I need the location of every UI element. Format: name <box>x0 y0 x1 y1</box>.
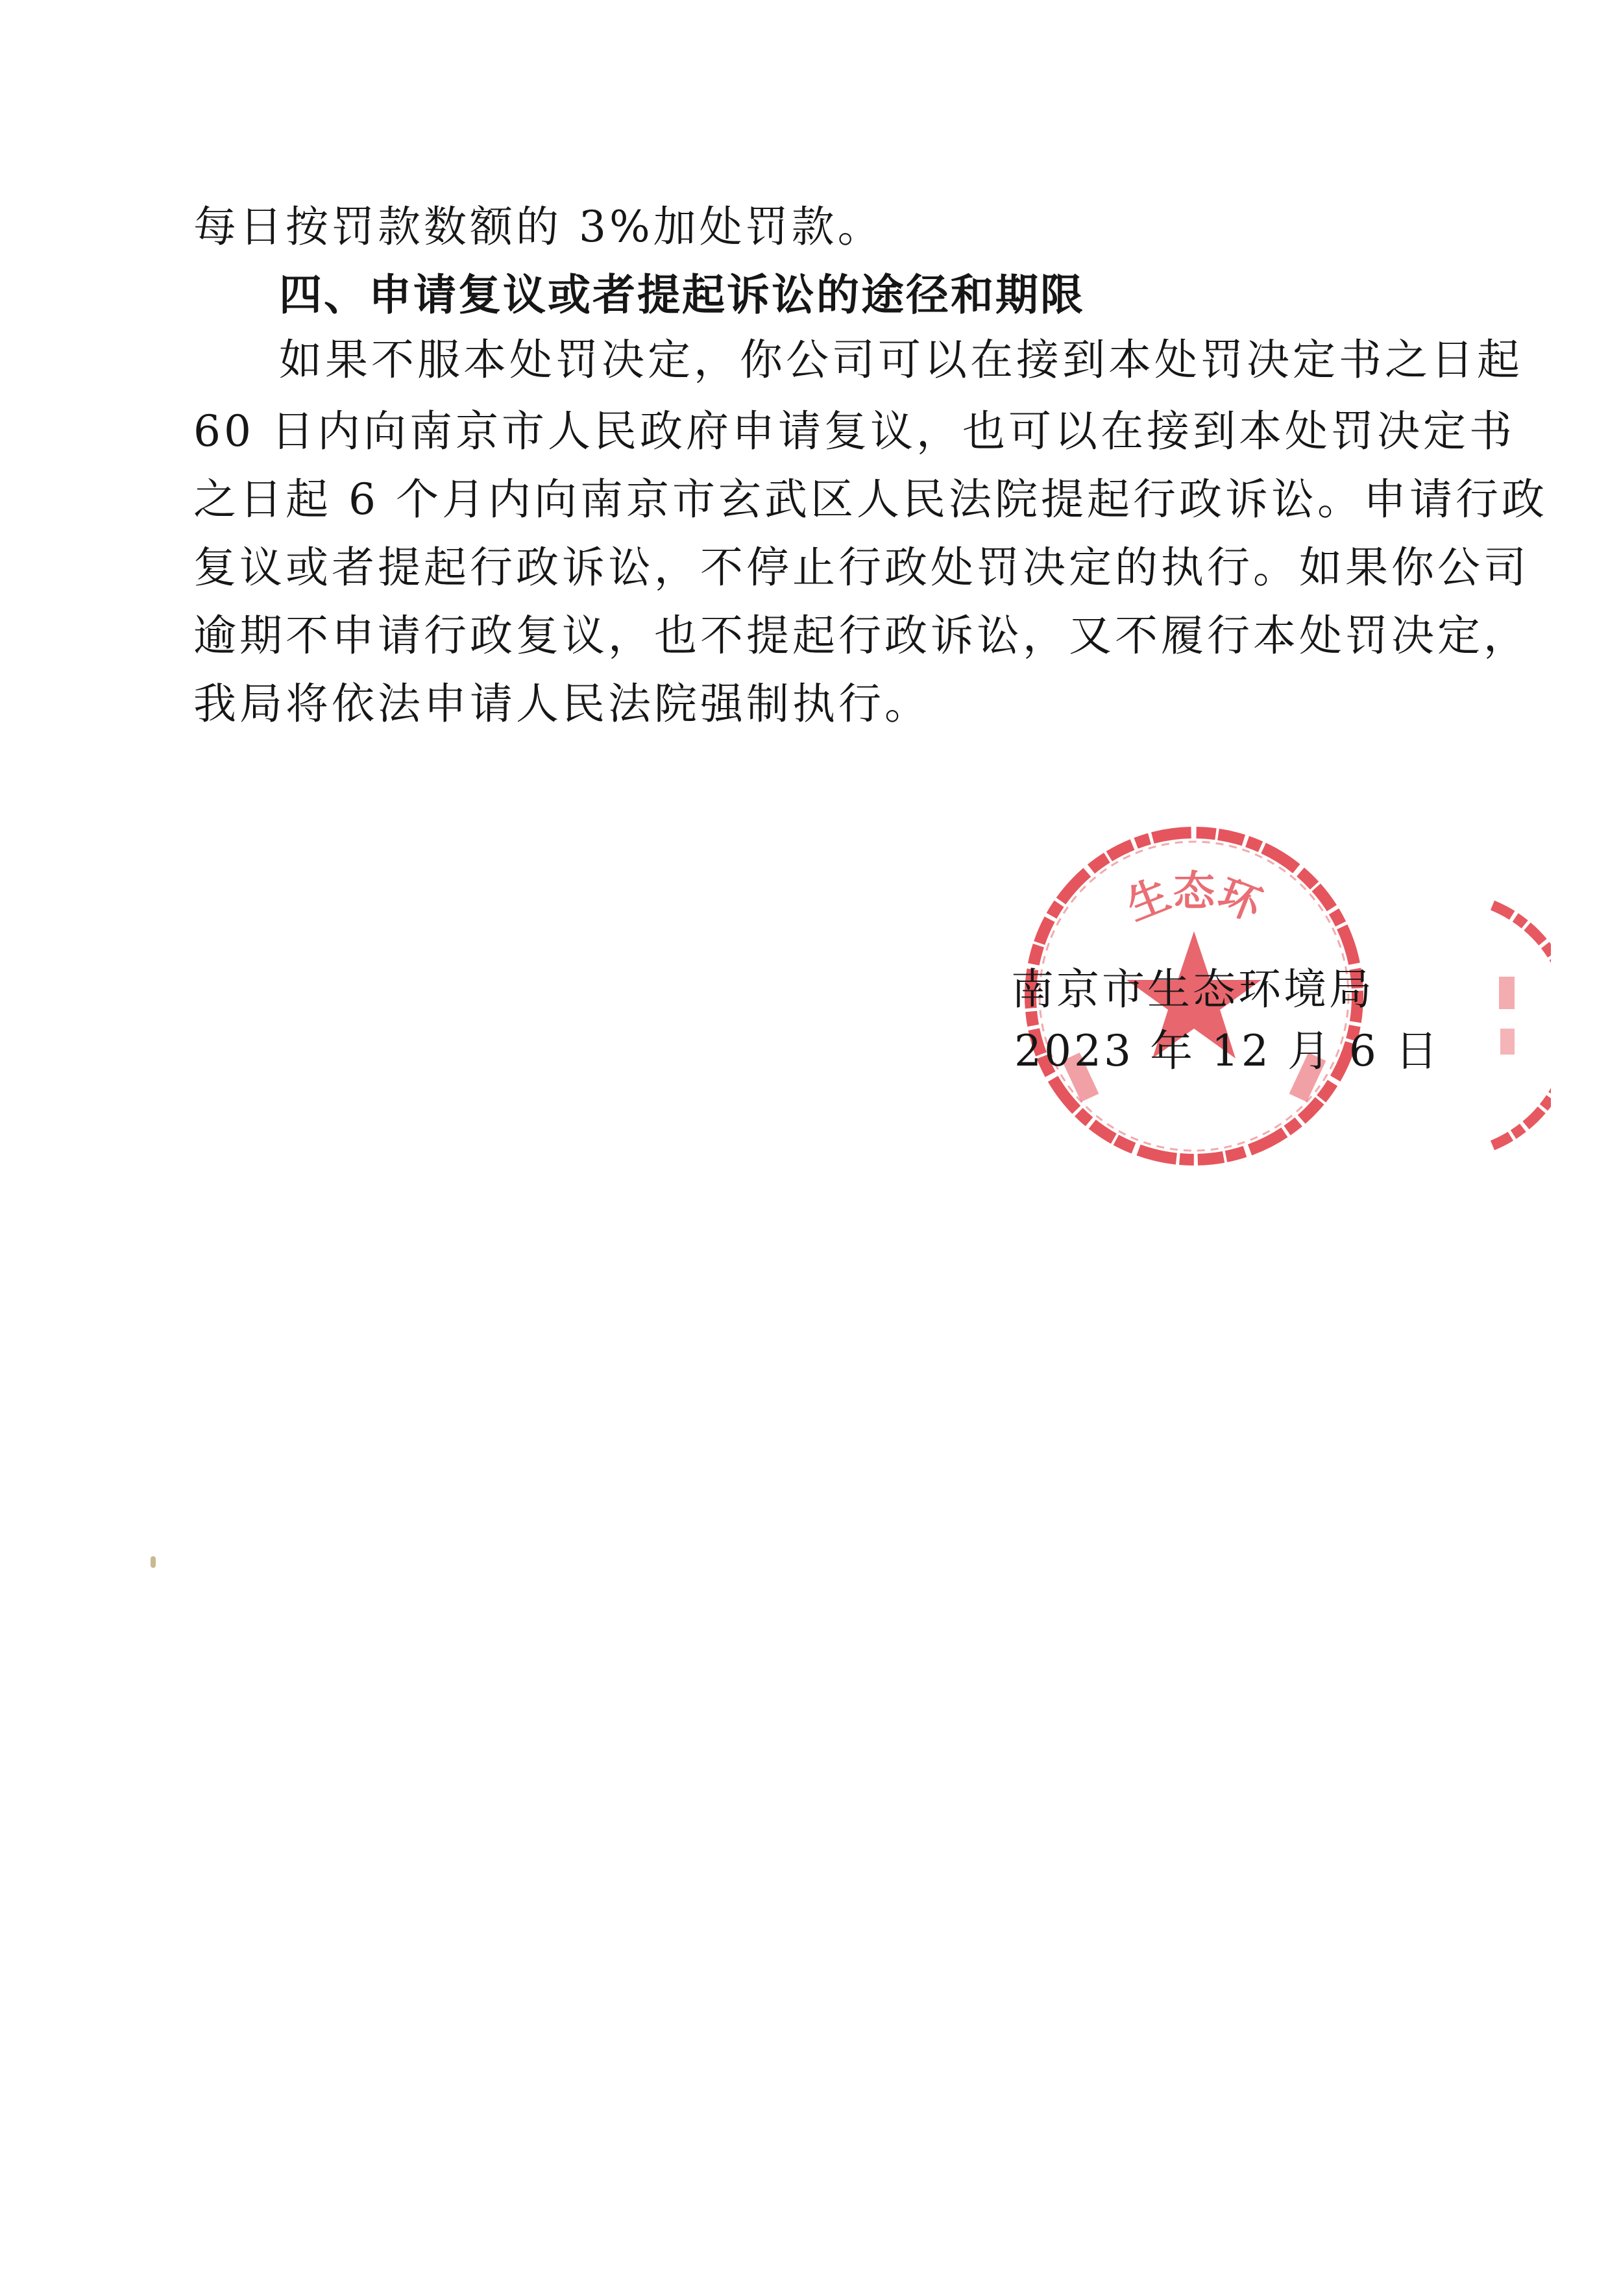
signature-date: 2023 年 12 月 6 日 <box>1014 1026 1441 1076</box>
paragraph-appeal-line-5: 逾期不申请行政复议，也不提起行政诉讼，又不履行本处罚决定， <box>193 611 1529 661</box>
scan-speck <box>151 1556 156 1568</box>
svg-text:生态环 <box>1120 868 1269 931</box>
partial-seal-icon <box>1486 899 1551 1152</box>
signature-issuer: 南京市生态环境局 <box>1011 964 1374 1014</box>
paragraph-continuation: 每日按罚款数额的 3%加处罚款。 <box>193 202 884 252</box>
section-heading-appeal: 四、申请复议或者提起诉讼的途径和期限 <box>279 270 1085 320</box>
paragraph-appeal-line-2: 60 日内向南京市人民政府申请复议，也可以在接到本处罚决定书 <box>193 406 1515 456</box>
paragraph-appeal-line-1: 如果不服本处罚决定，你公司可以在接到本处罚决定书之日起 <box>279 335 1523 385</box>
paragraph-appeal-line-3: 之日起 6 个月内向南京市玄武区人民法院提起行政诉讼。申请行政 <box>193 474 1548 524</box>
paragraph-appeal-line-4: 复议或者提起行政诉讼，不停止行政处罚决定的执行。如果你公司 <box>193 543 1529 592</box>
paragraph-appeal-line-6: 我局将依法申请人民法院强制执行。 <box>193 679 931 729</box>
seal-text: 生态环 <box>1120 868 1268 931</box>
